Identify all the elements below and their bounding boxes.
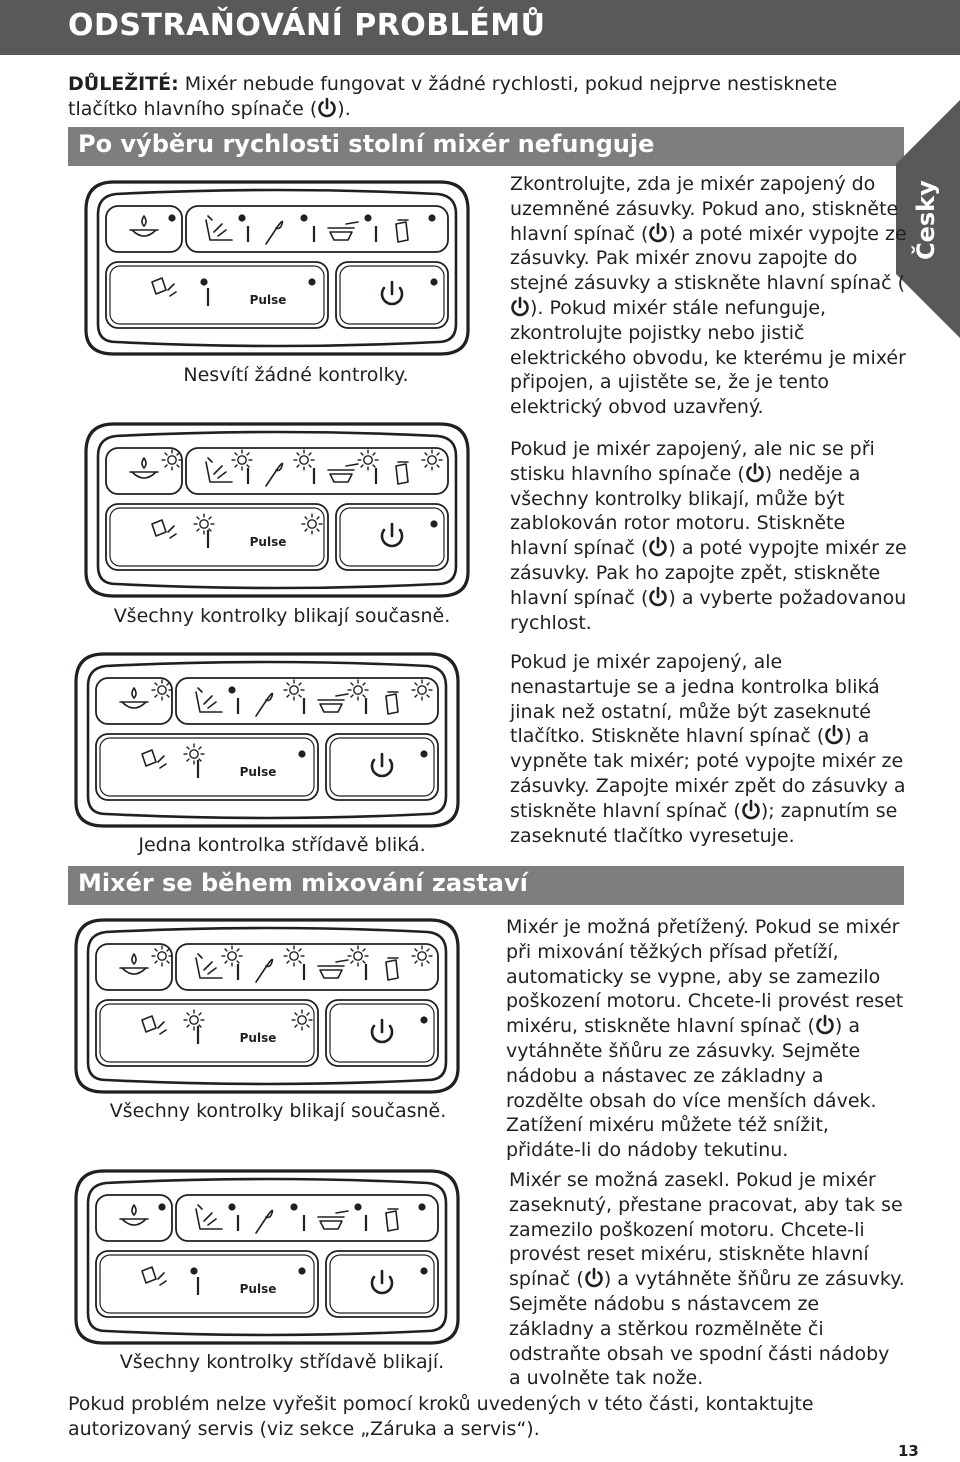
important-note — [68, 72, 908, 122]
pulse-label: Pulse — [239, 1031, 277, 1045]
section-heading — [68, 866, 904, 905]
footer-note: Pokud problém nelze vyřešit pomocí kroků uvedených v této části, kontaktujte autorizovaný servis (viz sekce „Záruka a servis“). — [68, 1393, 814, 1440]
pulse-label: Pulse — [249, 293, 287, 307]
page-title: ODSTRAŇOVÁNÍ PROBLÉMŮ — [68, 8, 546, 43]
problem-text: Mixér je možná přetížený. Pokud se mixér při mixování těžkých přísad přetíží, automaticky se vypne, aby se zamezilo poškození motoru. Chcete-li provést reset mixéru, stiskněte hlavní spínač ( ) a vytáhněte šňůru ze zásuvky. Sejměte nádobu a nástavec ze základny a rozdělte obsah do více menších dávek. Zatížení mixéru můžete též snížit, přidáte-li do nádoby tekutinu. — [506, 916, 904, 1162]
section-title: Mixér se během mixování zastaví — [78, 869, 528, 897]
power-icon — [745, 462, 765, 484]
control-panel-image — [72, 1167, 462, 1347]
important-text-end: ). — [337, 98, 351, 120]
control-panel-image — [72, 916, 462, 1096]
power-icon — [741, 799, 761, 821]
control-panel-image — [72, 650, 462, 830]
control-panel-image — [82, 178, 472, 358]
power-icon — [648, 536, 668, 558]
pulse-label: Pulse — [239, 1282, 277, 1296]
pulse-label: Pulse — [239, 765, 277, 779]
section-title: Po výběru rychlosti stolní mixér nefunguje — [78, 130, 655, 158]
important-text: Mixér nebude fungovat v žádné rychlosti, pokud nejprve nestisknete tlačítko hlavního spínače ( — [68, 73, 838, 120]
problem-text: Pokud je mixér zapojený, ale nenastartuje se a jedna kontrolka bliká jinak než ostatní, může být zaseknuté tlačítko. Stiskněte hlavní spínač ( ) a vypněte tak mixér; poté vypojte mixér ze zásuvky. Zapojte mixér zpět do zásuvky a stiskněte hlavní spínač ( ); zapnutím se zaseknuté tlačítko vyresetuje. — [510, 651, 906, 847]
problem-text: Zkontrolujte, zda je mixér zapojený do uzemněné zásuvky. Pokud ano, stiskněte hlavní spínač ( ) a poté mixér vypojte ze zásuvky. Pak mixér znovu zapojte do stejné zásuvky a stiskněte hlavní spínač (). Pokud mixér stále nefunguje, zkontrolujte pojistky nebo jistič elektrického obvodu, ke kterému je mixér připojen, a ujistěte se, že je tento elektrický obvod uzavřený. — [510, 173, 907, 419]
power-icon — [815, 1014, 835, 1036]
section-heading — [68, 127, 904, 166]
page-number: 13 — [898, 1442, 919, 1460]
important-label: DŮLEŽITÉ: — [68, 73, 179, 95]
panel-caption: Všechny kontrolky střídavě blikají. — [119, 1351, 445, 1373]
power-icon — [648, 222, 668, 244]
power-icon — [584, 1267, 604, 1289]
pulse-label: Pulse — [249, 535, 287, 549]
page-header — [0, 0, 960, 55]
power-icon — [824, 724, 844, 746]
panel-caption: Všechny kontrolky blikají současně. — [109, 1100, 447, 1122]
control-panel-image — [82, 420, 472, 600]
power-icon — [317, 97, 337, 119]
language-tab-label: Česky — [912, 180, 940, 260]
panel-caption: Nesvítí žádné kontrolky. — [183, 364, 409, 386]
power-icon — [510, 296, 530, 318]
panel-caption: Všechny kontrolky blikají současně. — [113, 605, 451, 627]
problem-text: Mixér se možná zasekl. Pokud je mixér zaseknutý, přestane pracovat, aby tak se zamezilo poškození motoru. Chcete-li provést reset mixéru, stiskněte hlavní spínač ( ) a vytáhněte šňůru ze zásuvky. Sejměte nádobu s nástavcem ze základny a stěrkou rozmělněte či odstraňte obsah ve spodní části nádoby a uvolněte tak nože. — [509, 1169, 905, 1390]
problem-text: Pokud je mixér zapojený, ale nic se při stisku hlavního spínače ( ) neděje a všechny kontrolky blikají, může být zablokován rotor motoru. Stiskněte hlavní spínač ( ) a poté vypojte mixér ze zásuvky. Pak ho zapojte zpět, stiskněte hlavní spínač ( ) a vyberte požadovanou rychlost. — [510, 438, 907, 634]
panel-caption: Jedna kontrolka střídavě bliká. — [138, 834, 426, 856]
power-icon — [648, 586, 668, 608]
